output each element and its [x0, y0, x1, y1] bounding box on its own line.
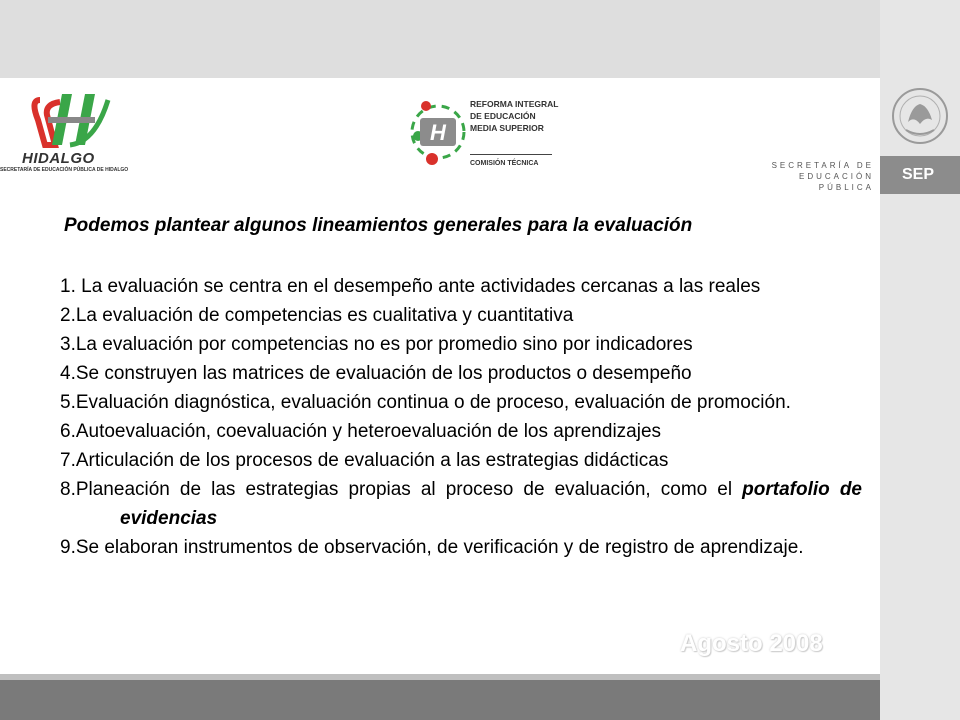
list-item-text: 9.Se elaboran instrumentos de observación, de verificación y de registro de aprendizaje.: [60, 537, 804, 558]
bottom-bar: [0, 680, 880, 720]
list-item-text: 4.Se construyen las matrices de evaluación de los productos o desempeño: [60, 363, 692, 384]
riems-title: [470, 98, 558, 134]
mexican-seal-icon: [890, 86, 950, 148]
list-item-emphasis: portafolio de evidencias: [120, 479, 862, 529]
riems-logo-icon: [406, 96, 470, 168]
list-item: [60, 388, 862, 417]
list-item-text: 8.Planeación de las estrategias propias al proceso de evaluación, como el: [60, 479, 743, 500]
list-item: [60, 446, 862, 475]
sep-badge: SEP: [880, 156, 960, 194]
list-item: [60, 417, 862, 446]
sep-name: [762, 160, 874, 193]
sep-name-line-1: SECRETARÍA DE: [771, 161, 874, 170]
list-item: [60, 475, 862, 533]
date-watermark: Agosto 2008: [680, 630, 823, 657]
riems-line-2: DE EDUCACIÓN: [470, 111, 536, 121]
list-item-text: 6.Autoevaluación, coevaluación y heteroevaluación de los aprendizajes: [60, 421, 662, 442]
slide-title: Podemos plantear algunos lineamientos generales para la evaluación: [64, 215, 693, 236]
riems-line-3: MEDIA SUPERIOR: [470, 123, 544, 133]
hidalgo-subtitle: SECRETARÍA DE EDUCACIÓN PÚBLICA DE HIDALGO: [0, 167, 129, 173]
list-item: [60, 359, 862, 388]
list-item: [60, 533, 862, 562]
list-item-text: 5.Evaluación diagnóstica, evaluación continua o de proceso, evaluación de promoción.: [60, 392, 791, 413]
list-item-text: 2.La evaluación de competencias es cualitativa y cuantitativa: [60, 305, 574, 326]
list-item-text: 3.La evaluación por competencias no es por promedio sino por indicadores: [60, 334, 693, 355]
riems-subtitle: COMISIÓN TÉCNICA: [470, 160, 539, 167]
top-bar: [0, 0, 880, 78]
list-item-text: 7.Articulación de los procesos de evaluación a las estrategias didácticas: [60, 450, 669, 471]
list-item: [60, 301, 862, 330]
guidelines-list: [60, 272, 862, 562]
list-item-text: 1. La evaluación se centra en el desempeño ante actividades cercanas a las reales: [60, 276, 761, 297]
svg-text:H: H: [430, 120, 446, 145]
list-item: [60, 330, 862, 359]
riems-line-1: REFORMA INTEGRAL: [470, 99, 559, 109]
sep-name-line-2: EDUCACIÓN PÚBLICA: [798, 172, 874, 192]
hidalgo-name: HIDALGO: [22, 150, 95, 167]
list-item: [60, 272, 862, 301]
riems-divider: [470, 154, 552, 155]
